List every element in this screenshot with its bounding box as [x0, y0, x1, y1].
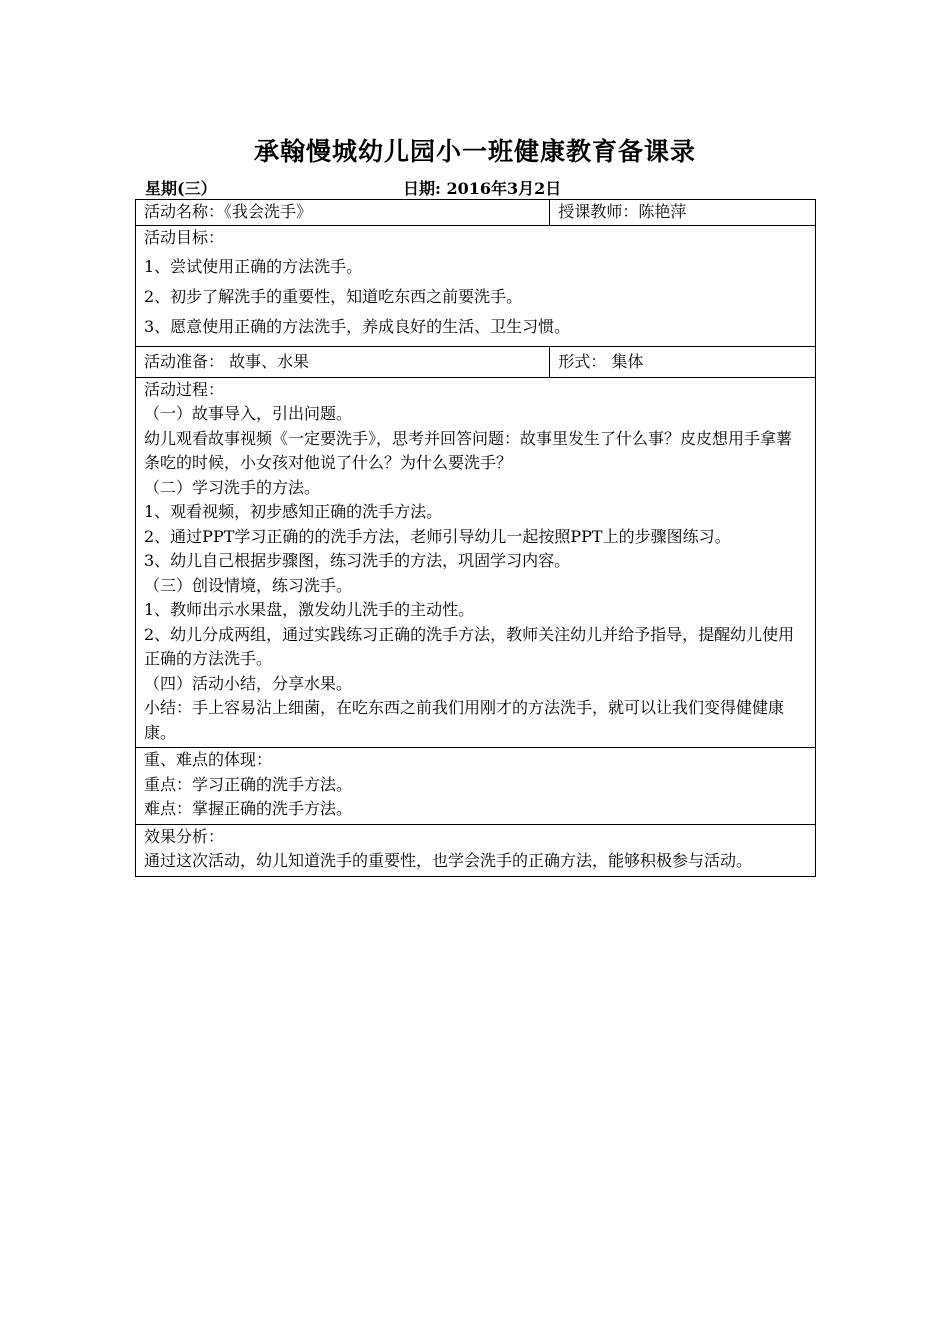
process-line: （三）创设情境，练习洗手。 [144, 575, 353, 595]
keypoints-label: 重、难点的体现： [144, 750, 273, 769]
process-line: 3、幼儿自己根据步骤图，练习洗手的方法，巩固学习内容。 [144, 551, 571, 570]
process-line: 幼儿观看故事视频《一定要洗手》，思考并回答问题：故事里发生了什么事？皮皮想用手拿薯条吃的时候，小女孩对他说了什么？为什么要洗手？ [144, 428, 793, 472]
page-title: 承翰慢城幼儿园小一班健康教育备课录 [253, 137, 696, 166]
activity-name: 活动名称：《我会洗手》 [136, 200, 550, 226]
analysis-text: 通过这次活动，幼儿知道洗手的重要性，也学会洗手的正确方法，能够积极参与活动。 [144, 851, 753, 870]
process-line: 1、教师出示水果盘，激发幼儿洗手的主动性。 [144, 600, 475, 619]
goal-item: 1、尝试使用正确的方法洗手。 [144, 256, 363, 276]
form: 形式： 集体 [550, 346, 816, 377]
goals-label: 活动目标： [144, 227, 225, 247]
row-keypoints [136, 748, 816, 825]
teacher: 授课教师：陈艳萍 [550, 200, 816, 226]
row-process [136, 377, 816, 748]
preparation: 活动准备： 故事、水果 [136, 346, 550, 377]
row-preparation [136, 346, 816, 377]
lesson-plan-table [135, 199, 816, 877]
meta-line [145, 176, 562, 199]
keypoints-cell [136, 748, 816, 825]
analysis-label: 效果分析： [144, 826, 225, 846]
keypoint-focus: 重点：学习正确的洗手方法。 [144, 774, 353, 794]
process-line: 1、观看视频，初步感知正确的洗手方法。 [144, 502, 443, 521]
process-line: 2、幼儿分成两组，通过实践练习正确的洗手方法，教师关注幼儿并给予指导，提醒幼儿使用正确的方法洗手。 [144, 624, 795, 668]
keypoint-difficulty: 难点：掌握正确的洗手方法。 [144, 799, 353, 818]
process-line: （二）学习洗手的方法。 [144, 477, 321, 497]
process-cell [136, 377, 816, 748]
process-line: （一）故事导入，引出问题。 [144, 404, 353, 423]
row-analysis [136, 824, 816, 876]
date: 日期: 2016年3月2日 [403, 179, 562, 198]
process-line: （四）活动小结，分享水果。 [144, 673, 353, 693]
goal-item: 2、初步了解洗手的重要性，知道吃东西之前要洗手。 [144, 286, 523, 306]
weekday: 星期(三） [145, 179, 217, 198]
goal-item: 3、愿意使用正确的方法洗手，养成良好的生活、卫生习惯。 [144, 316, 571, 336]
row-activity-name [136, 200, 816, 226]
process-line: 2、通过PPT学习正确的的洗手方法，老师引导幼儿一起按照PPT上的步骤图练习。 [144, 526, 731, 546]
process-line: 小结：手上容易沾上细菌，在吃东西之前我们用刚才的方法洗手，就可以让我们变得健健康康。 [144, 698, 785, 742]
analysis-cell [136, 824, 816, 876]
process-label: 活动过程： [144, 379, 225, 399]
goals-cell [136, 225, 816, 346]
row-goals [136, 225, 816, 346]
